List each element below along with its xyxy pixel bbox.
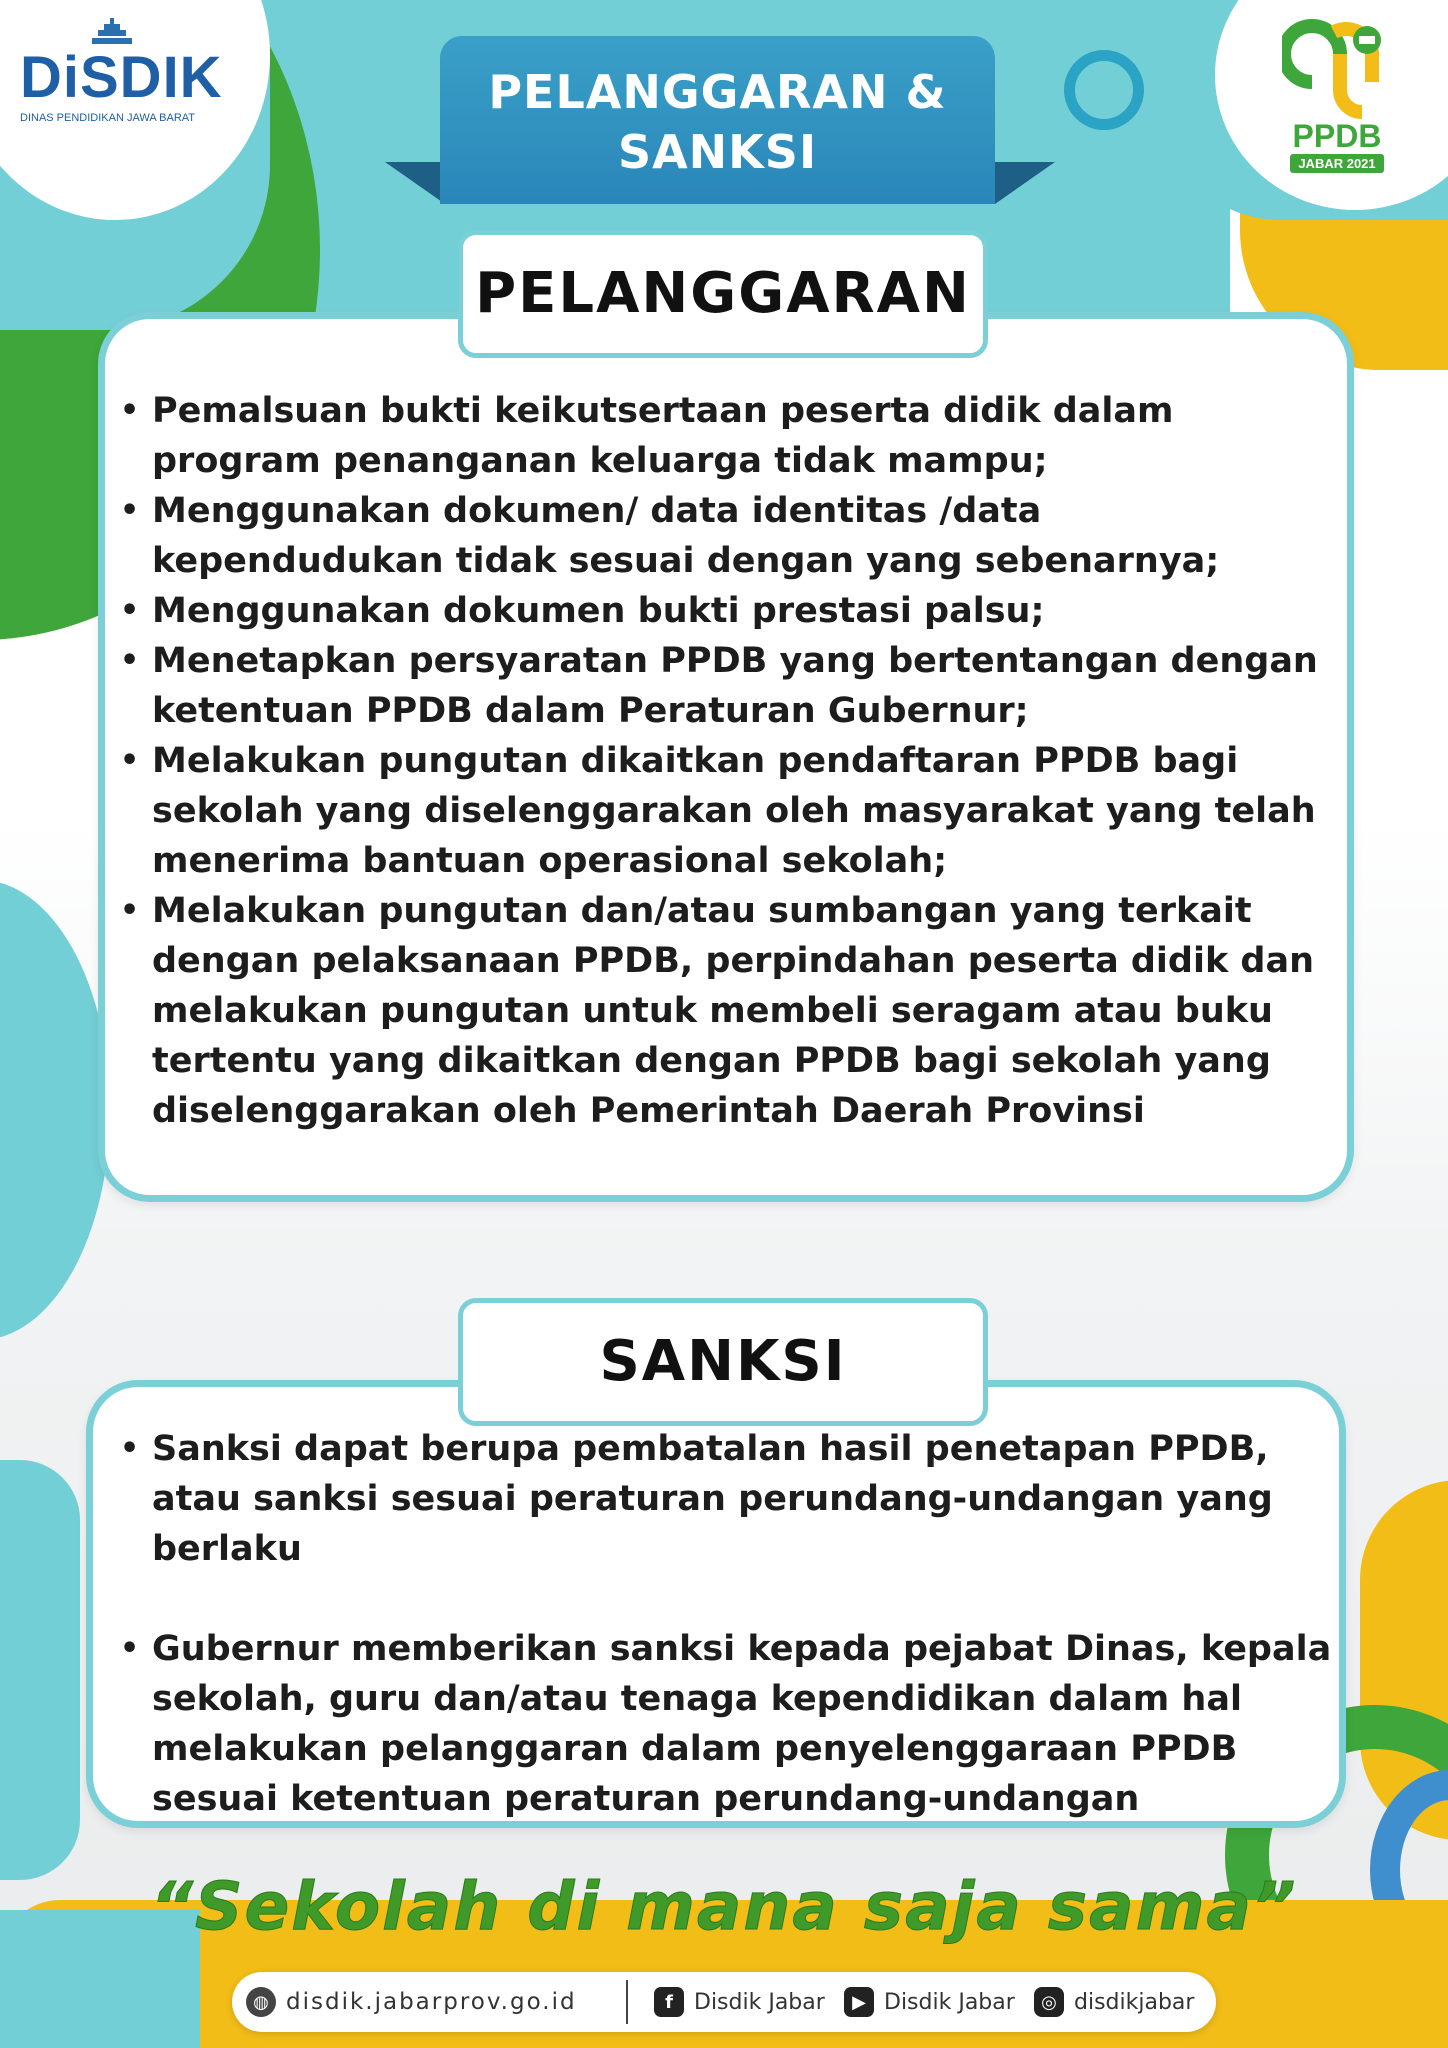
- footer-facebook[interactable]: [654, 1987, 844, 2017]
- list-item: • Pemalsuan bukti keikutsertaan peserta didik dalam program penanganan keluarga tidak mampu;: [116, 386, 1336, 486]
- sanksi-list-wrap: [116, 1424, 1336, 1824]
- banner-wing-left: [385, 162, 445, 204]
- pelanggaran-list: [116, 386, 1336, 1136]
- footer-youtube-text: Disdik Jabar: [884, 1989, 1015, 2015]
- page-title-banner: [440, 36, 995, 204]
- sanksi-title-tab: [458, 1298, 988, 1426]
- disdik-logo-text: DiSDIK: [20, 45, 223, 110]
- footer-facebook-text: Disdik Jabar: [694, 1989, 825, 2015]
- disdik-tower-icon: [92, 18, 132, 46]
- list-item: • Melakukan pungutan dikaitkan pendaftaran PPDB bagi sekolah yang diselenggarakan oleh masyarakat yang telah menerima bantuan operasional sekolah;: [116, 736, 1336, 886]
- disdik-logo-subtitle: DINAS PENDIDIKAN JAWA BARAT: [20, 112, 196, 124]
- globe-icon: ◍: [246, 1987, 276, 2017]
- list-item: • Gubernur memberikan sanksi kepada pejabat Dinas, kepala sekolah, guru dan/atau tenaga kependidikan dalam hal melakukan pelanggaran dalam penyelenggaraan PPDB sesuai ketentuan peraturan perundang-undangan: [116, 1624, 1336, 1824]
- sanksi-list: [116, 1424, 1336, 1824]
- disdik-logo: [20, 45, 223, 124]
- footer-instagram-text: disdikjabar: [1074, 1989, 1195, 2015]
- list-item: • Menggunakan dokumen/ data identitas /data kependudukan tidak sesuai dengan yang sebenarnya;: [116, 486, 1336, 586]
- bg-teal-left-low: [0, 1460, 80, 1880]
- footer-website-text: disdik.jabarprov.go.id: [286, 1989, 577, 2015]
- footer-bar: [232, 1972, 1216, 2032]
- facebook-icon: f: [654, 1987, 684, 2017]
- list-item: • Menetapkan persyaratan PPDB yang bertentangan dengan ketentuan PPDB dalam Peraturan Gubernur;: [116, 636, 1336, 736]
- tagline: “Sekolah di mana saja sama”: [150, 1868, 1298, 1945]
- ppdb-emblem-icon: [1282, 12, 1392, 122]
- list-item: • Sanksi dapat berupa pembatalan hasil penetapan PPDB, atau sanksi sesuai peraturan perundang-undangan yang berlaku: [116, 1424, 1336, 1574]
- banner-wing-right: [995, 162, 1055, 204]
- list-item: • Melakukan pungutan dan/atau sumbangan yang terkait dengan pelaksanaan PPDB, perpindahan peserta didik dan melakukan pungutan untuk membeli seragam atau buku tertentu yang dikaitkan dengan PPDB bagi sekolah yang diselenggarakan oleh Pemerintah Daerah Provinsi: [116, 886, 1336, 1136]
- ppdb-logo: [1272, 12, 1402, 173]
- page-title-line1: PELANGGARAN &: [488, 65, 947, 119]
- pelanggaran-title: PELANGGARAN: [475, 261, 971, 326]
- ppdb-logo-badge: JABAR 2021: [1290, 154, 1383, 173]
- ppdb-logo-text: PPDB: [1292, 118, 1382, 154]
- footer-divider: [626, 1980, 628, 2024]
- footer-instagram[interactable]: [1034, 1987, 1204, 2017]
- youtube-icon: ▶: [844, 1987, 874, 2017]
- teal-ring-decor: [1064, 50, 1144, 130]
- pelanggaran-title-tab: [458, 230, 988, 358]
- page-title-line2: SANKSI: [617, 125, 818, 179]
- instagram-icon: ◎: [1034, 1987, 1064, 2017]
- sanksi-title: SANKSI: [599, 1329, 847, 1394]
- list-item: • Menggunakan dokumen bukti prestasi palsu;: [116, 586, 1336, 636]
- footer-website[interactable]: [232, 1987, 626, 2017]
- pelanggaran-list-wrap: [116, 386, 1336, 1136]
- footer-youtube[interactable]: [844, 1987, 1034, 2017]
